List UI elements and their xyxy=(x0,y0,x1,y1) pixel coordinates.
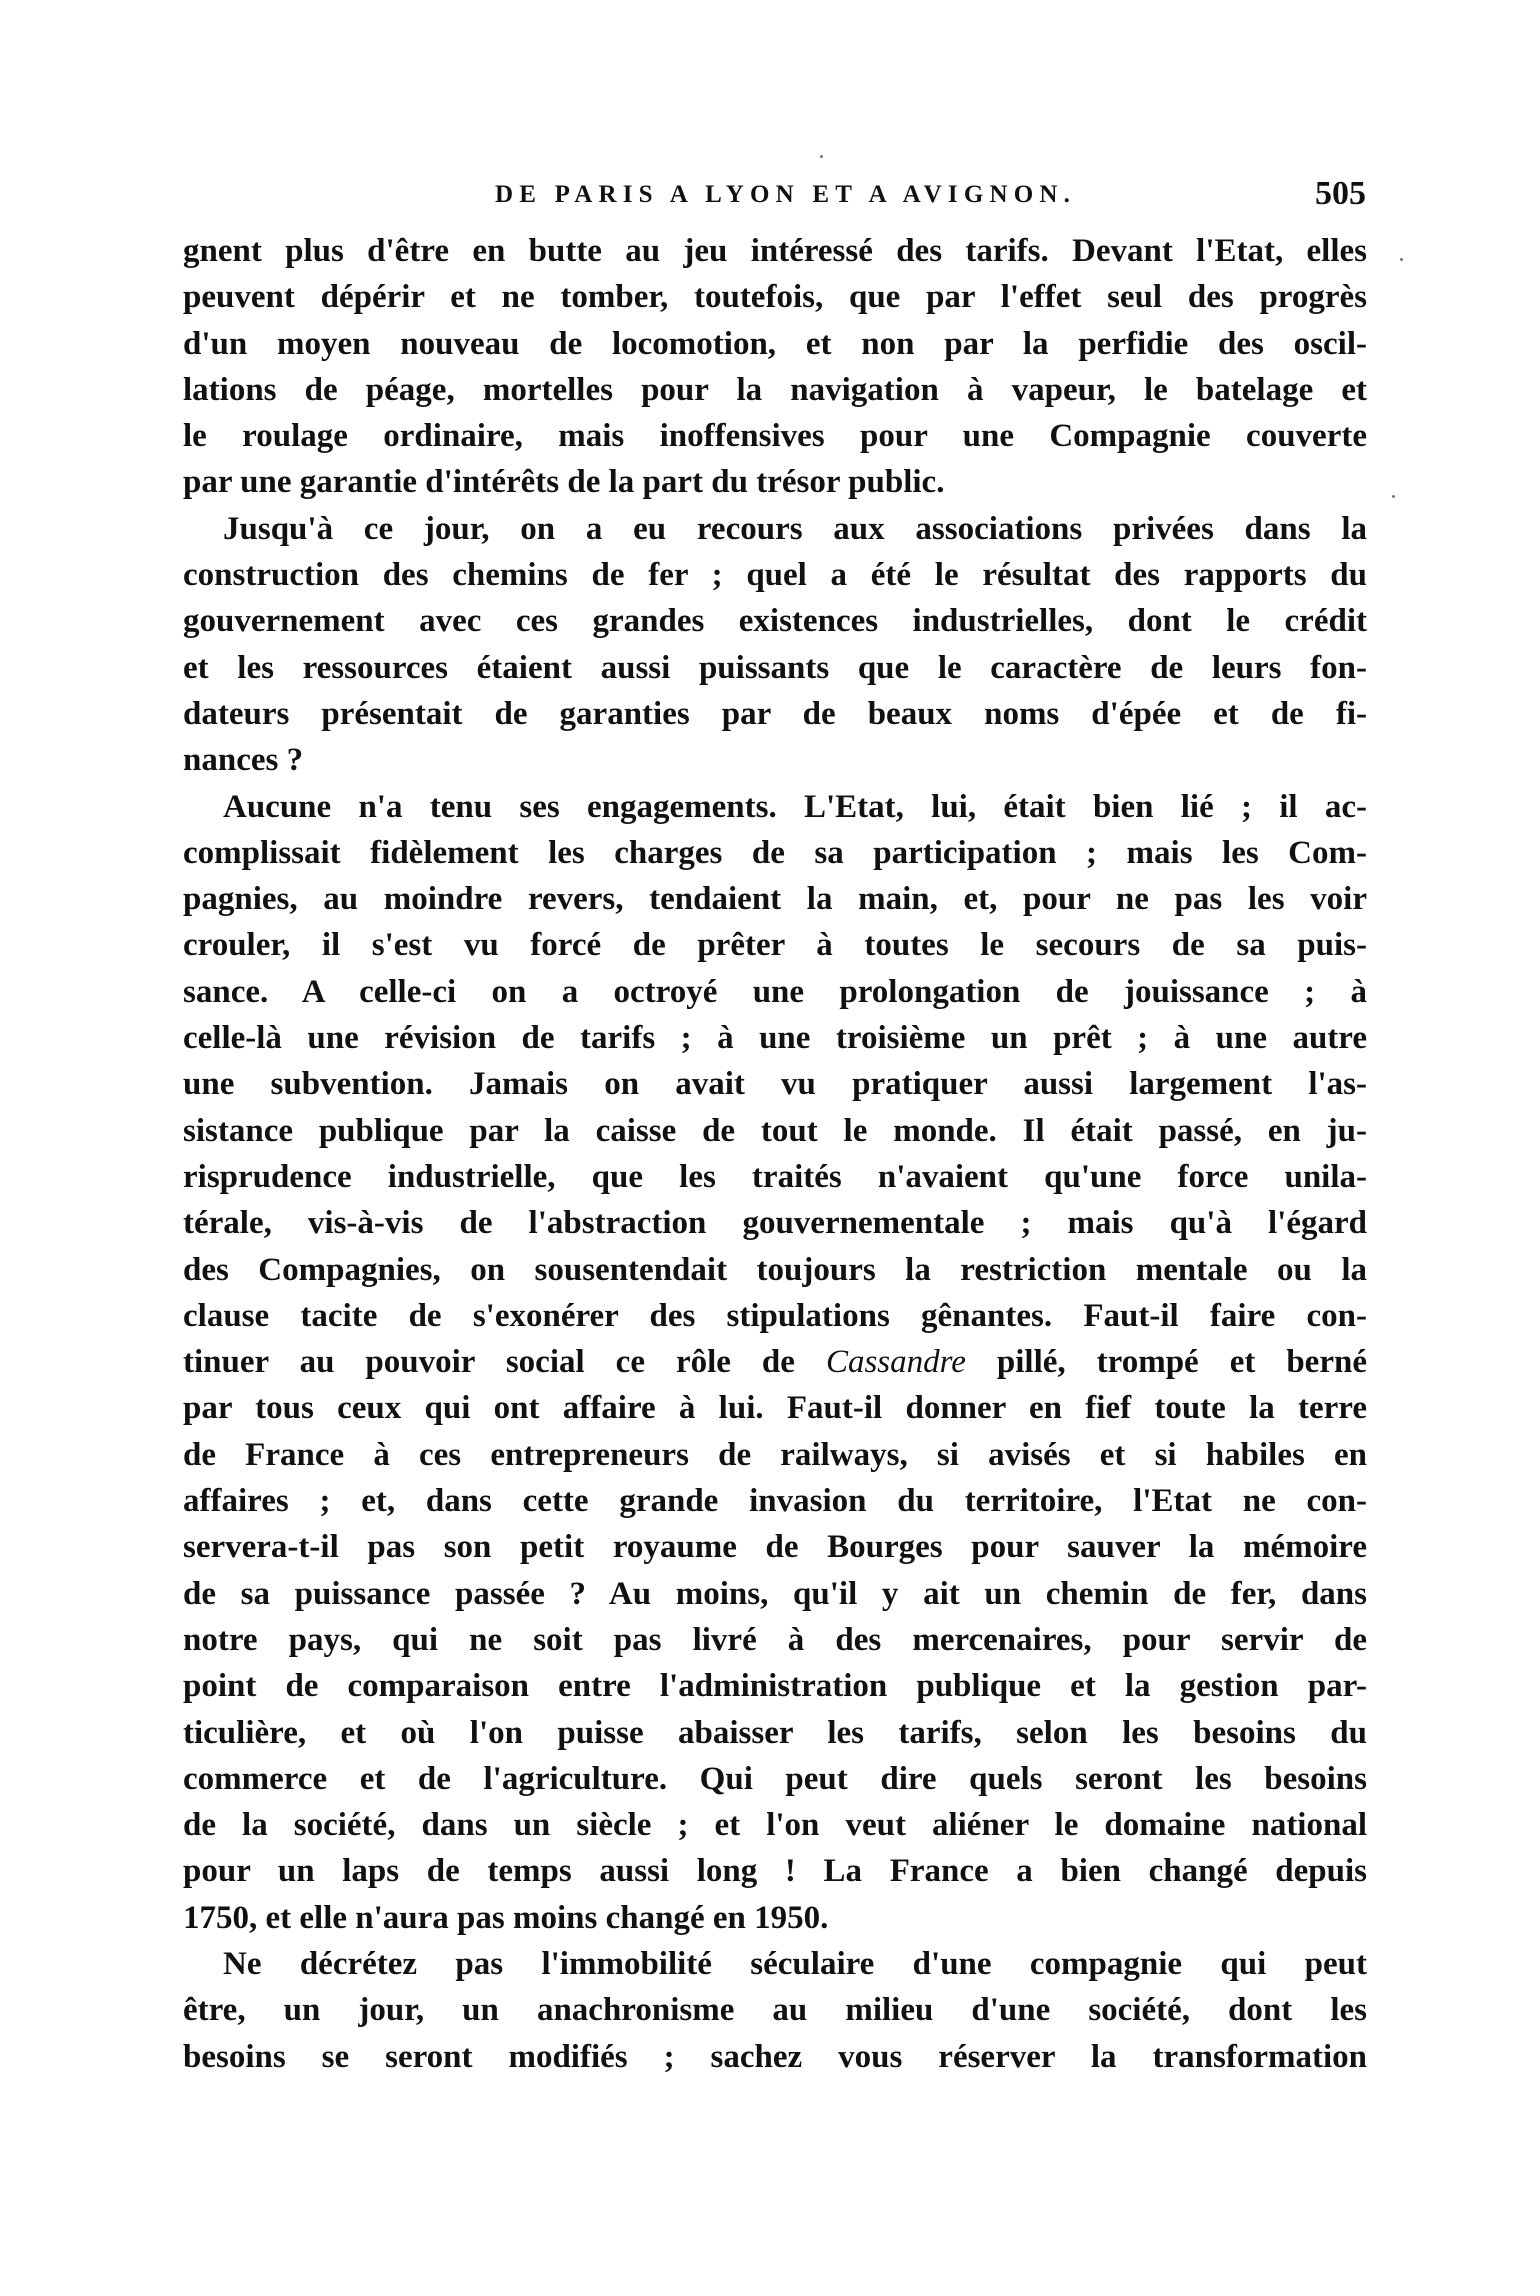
text-line: de sa puissance passée ? Au moins, qu'il y ait un chemin de fer, dans xyxy=(183,1575,1367,1612)
text-line: point de comparaison entre l'administration publique et la gestion par- xyxy=(183,1668,1367,1705)
text-line: crouler, il s'est vu forcé de prêter à toutes le secours de sa puis- xyxy=(183,927,1367,964)
text-line: peuvent dépérir et ne tomber, toutefois, que par l'effet seul des progrès xyxy=(183,279,1367,316)
page-number: 505 xyxy=(1315,175,1366,212)
text-line: commerce et de l'agriculture. Qui peut dire quels seront les besoins xyxy=(183,1760,1367,1797)
scan-speck xyxy=(820,155,823,158)
paragraph-2 xyxy=(183,506,1367,784)
text-line: besoins se seront modifiés ; sachez vous réserver la transformation xyxy=(183,2038,1367,2075)
text-line-with-italic xyxy=(183,1339,1367,1385)
text-line: le roulage ordinaire, mais inoffensives pour une Compagnie couverte xyxy=(183,418,1367,455)
text-line: dateurs présentait de garanties par de beaux noms d'épée et de fi- xyxy=(183,695,1367,732)
text-line: pour un laps de temps aussi long ! La France a bien changé depuis xyxy=(183,1853,1367,1890)
text-line: nances ? xyxy=(183,742,304,779)
text-line: térale, vis-à-vis de l'abstraction gouvernementale ; mais qu'à l'égard xyxy=(183,1205,1367,1242)
text-line: celle-là une révision de tarifs ; à une troisième un prêt ; à une autre xyxy=(183,1020,1367,1057)
running-header-title: DE PARIS A LYON ET A AVIGNON. xyxy=(495,181,1077,208)
text-line: notre pays, qui ne soit pas livré à des mercenaires, pour servir de xyxy=(183,1621,1367,1658)
text-line: Jusqu'à ce jour, on a eu recours aux associations privées dans la xyxy=(223,510,1367,547)
text-line: de la société, dans un siècle ; et l'on veut aliéner le domaine national xyxy=(183,1807,1367,1844)
text-line: complissait fidèlement les charges de sa participation ; mais les Com- xyxy=(183,834,1367,871)
text-line: par tous ceux qui ont affaire à lui. Faut-il donner en fief toute la terre xyxy=(183,1390,1367,1427)
text-line: affaires ; et, dans cette grande invasion du territoire, l'Etat ne con- xyxy=(183,1483,1367,1520)
scan-speck xyxy=(1392,495,1395,498)
text-line: des Compagnies, on sousentendait toujours la restriction mentale ou la xyxy=(183,1251,1367,1288)
text-segment: tinuer au pouvoir social ce rôle de xyxy=(183,1344,826,1381)
text-line: lations de péage, mortelles pour la navigation à vapeur, le batelage et xyxy=(183,371,1367,408)
text-line: Ne décrétez pas l'immobilité séculaire d'une compagnie qui peut xyxy=(223,1945,1367,1982)
paragraph-4 xyxy=(183,1941,1367,2080)
text-line: sistance publique par la caisse de tout le monde. Il était passé, en ju- xyxy=(183,1112,1367,1149)
text-line: clause tacite de s'exonérer des stipulations gênantes. Faut-il faire con- xyxy=(183,1297,1367,1334)
paragraph-1 xyxy=(183,228,1367,506)
text-line: ticulière, et où l'on puisse abaisser les tarifs, selon les besoins du xyxy=(183,1714,1367,1751)
paragraph-3 xyxy=(183,784,1367,1941)
text-line: risprudence industrielle, que les traités n'avaient qu'une force unila- xyxy=(183,1158,1367,1195)
scan-speck xyxy=(1400,258,1403,261)
text-line: gnent plus d'être en butte au jeu intéressé des tarifs. Devant l'Etat, elles xyxy=(183,233,1367,269)
text-segment: pillé, trompé et berné xyxy=(965,1344,1367,1381)
text-line: par une garantie d'intérêts de la part du trésor public. xyxy=(183,464,945,501)
text-line: sance. A celle-ci on a octroyé une prolongation de jouissance ; à xyxy=(183,973,1367,1010)
text-line: 1750, et elle n'aura pas moins changé en 1950. xyxy=(183,1899,829,1936)
text-line: et les ressources étaient aussi puissants que le caractère de leurs fon- xyxy=(183,649,1367,686)
text-line: servera-t-il pas son petit royaume de Bourges pour sauver la mémoire xyxy=(183,1529,1367,1566)
text-line: construction des chemins de fer ; quel a été le résultat des rapports du xyxy=(183,557,1367,594)
text-line: gouvernement avec ces grandes existences industrielles, dont le crédit xyxy=(183,603,1367,640)
text-line: de France à ces entrepreneurs de railways, si avisés et si habiles en xyxy=(183,1436,1367,1473)
italic-name-cassandre: Cassandre xyxy=(825,1344,966,1381)
text-line: Aucune n'a tenu ses engagements. L'Etat, lui, était bien lié ; il ac- xyxy=(223,788,1367,825)
text-line: être, un jour, un anachronisme au milieu d'une société, dont les xyxy=(183,1992,1367,2029)
text-line: d'un moyen nouveau de locomotion, et non par la perfidie des oscil- xyxy=(183,325,1367,362)
text-line: pagnies, au moindre revers, tendaient la main, et, pour ne pas les voir xyxy=(183,881,1367,918)
body-text xyxy=(183,228,1367,2080)
text-line: une subvention. Jamais on avait vu pratiquer aussi largement l'as- xyxy=(183,1066,1367,1103)
